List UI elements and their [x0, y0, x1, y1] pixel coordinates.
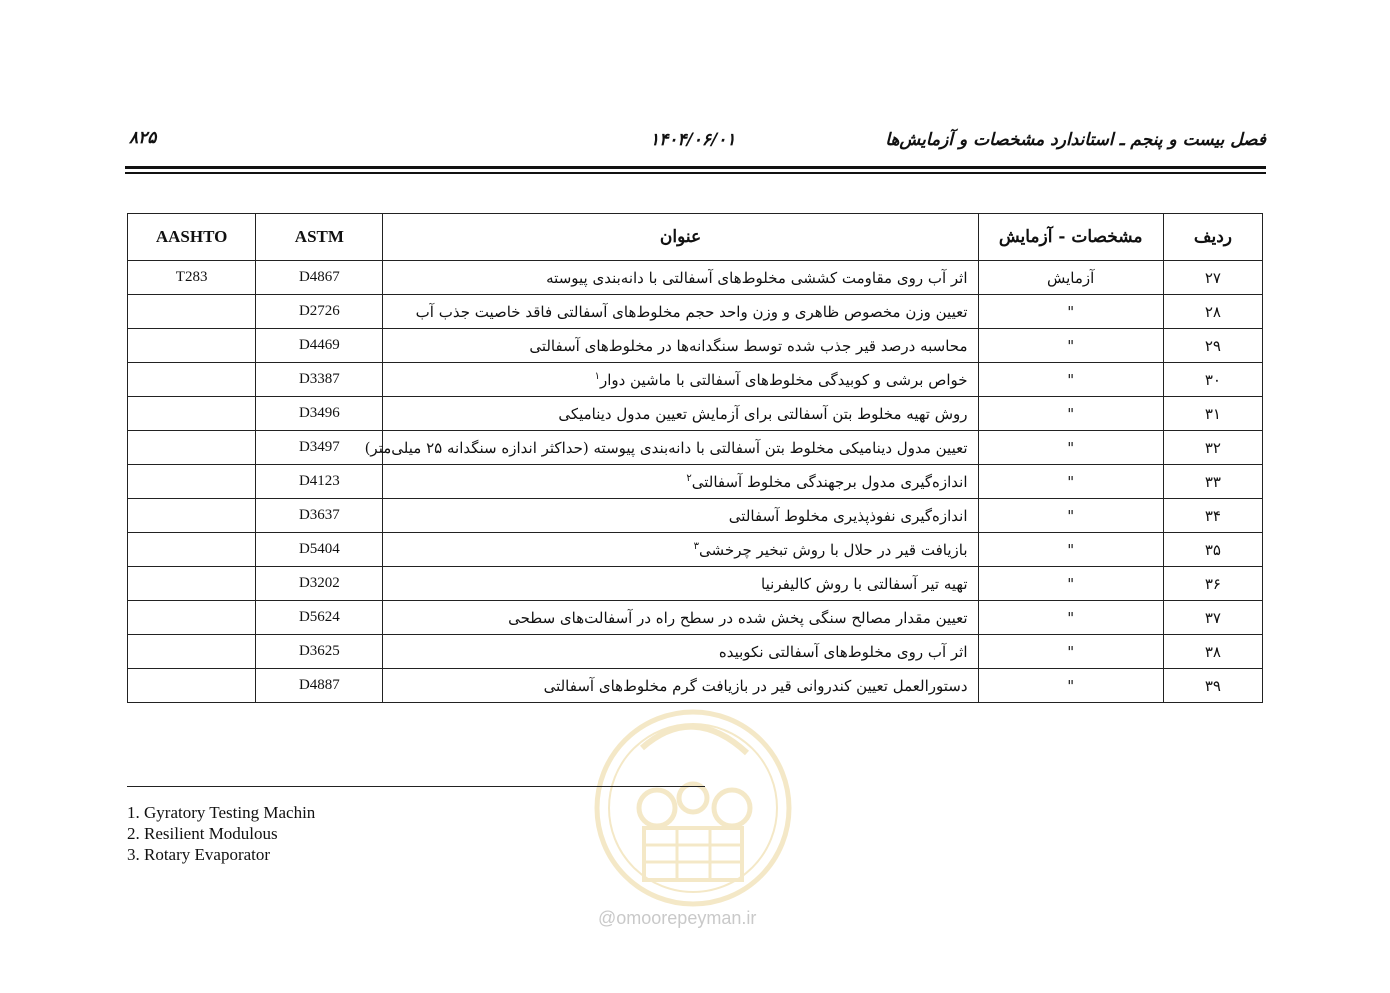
cell-astm-text: D4887: [298, 677, 340, 693]
cell-astm: [256, 363, 383, 397]
cell-astm: [256, 261, 383, 295]
cell-radif: [1163, 261, 1262, 295]
table-row: [128, 601, 1263, 635]
cell-title: [383, 635, 978, 669]
cell-title: [383, 499, 978, 533]
footnote-item: 1. Gyratory Testing Machin: [127, 803, 316, 822]
watermark-text: @omoorepeyman.ir: [598, 908, 757, 928]
cell-title: [383, 295, 978, 329]
cell-radif-text: ۳۱: [1204, 404, 1221, 423]
cell-title-text: روش تهیه مخلوط بتن آسفالتی برای آزمایش تعیین مدول دینامیکی: [558, 404, 968, 423]
cell-radif: [1163, 635, 1262, 669]
cell-aashto: [128, 635, 256, 669]
cell-astm-text: D4469: [298, 337, 340, 353]
cell-title: [383, 601, 978, 635]
cell-radif-text: ۳۰: [1204, 370, 1221, 389]
cell-spec-text: ": [1067, 336, 1075, 355]
cell-spec: [978, 363, 1163, 397]
cell-spec-text: ": [1067, 438, 1075, 457]
cell-title: [383, 465, 978, 499]
footnote-marker: ۲: [686, 472, 692, 484]
cell-astm-text: D3497: [298, 439, 340, 455]
cell-astm-text: D4123: [298, 473, 340, 489]
table-row: [128, 465, 1263, 499]
table-row: [128, 261, 1263, 295]
cell-title: [364, 431, 978, 465]
cell-aashto: [128, 329, 256, 363]
cell-radif: [1163, 397, 1262, 431]
cell-astm: [256, 669, 383, 703]
cell-radif-text: ۳۲: [1204, 438, 1221, 457]
cell-radif-text: ۳۴: [1204, 506, 1221, 525]
watermark-seal: [582, 708, 804, 908]
header-date: ۱۴۰۴/۰۶/۰۱: [650, 130, 736, 150]
cell-radif-text: ۳۵: [1204, 540, 1221, 559]
cell-spec-text: ": [1067, 676, 1075, 695]
cell-spec-text: ": [1067, 608, 1075, 627]
cell-title: [383, 363, 978, 397]
cell-radif: [1163, 567, 1262, 601]
table-row: [128, 635, 1263, 669]
cell-title: [383, 329, 978, 363]
cell-radif: [1163, 499, 1262, 533]
cell-spec: [978, 329, 1163, 363]
cell-aashto: [128, 431, 256, 465]
cell-title-text: خواص برشی و کوبیدگی مخلوط‌های آسفالتی با ماشین دوار: [599, 370, 968, 389]
cell-radif: [1163, 295, 1262, 329]
header-astm: ASTM: [256, 214, 383, 261]
cell-astm: [256, 329, 383, 363]
cell-title-text: تعیین مدول دینامیکی مخلوط بتن آسفالتی با دانه‌بندی پیوسته (حداکثر اندازه سنگدانه ۲۵ میلی‌متر): [364, 438, 968, 457]
watermark-seal-icon: [582, 708, 804, 908]
cell-aashto: [128, 363, 256, 397]
cell-astm: [256, 295, 383, 329]
cell-aashto: [128, 397, 256, 431]
cell-spec-text: ": [1067, 506, 1075, 525]
cell-spec-text: ": [1067, 472, 1075, 491]
cell-spec-text: ": [1067, 540, 1075, 559]
cell-spec: [978, 567, 1163, 601]
page-header: [125, 126, 1266, 158]
footnote-rule: [127, 786, 705, 787]
cell-spec: [978, 601, 1163, 635]
cell-spec: [978, 397, 1163, 431]
cell-radif: [1163, 363, 1262, 397]
cell-spec: [978, 261, 1163, 295]
cell-spec-text: ": [1067, 302, 1075, 321]
cell-astm: [256, 601, 383, 635]
header-radif: ردیف: [1163, 214, 1262, 261]
cell-spec: [978, 295, 1163, 329]
cell-radif-text: ۲۹: [1204, 336, 1221, 355]
cell-aashto: [128, 601, 256, 635]
table-row: [128, 363, 1263, 397]
cell-aashto: [128, 669, 256, 703]
table-row: [128, 329, 1263, 363]
cell-title-text: تعیین مقدار مصالح سنگی پخش شده در سطح راه در آسفالت‌های سطحی: [508, 608, 968, 627]
cell-spec: [978, 499, 1163, 533]
cell-spec: [978, 431, 1163, 465]
footnote-item: 3. Rotary Evaporator: [127, 845, 271, 864]
cell-radif-text: ۲۷: [1204, 268, 1221, 287]
footnote-marker: ۳: [693, 540, 700, 552]
cell-spec: [978, 635, 1163, 669]
cell-aashto: [128, 567, 256, 601]
cell-spec-text: ": [1067, 642, 1075, 661]
cell-astm-text: D5624: [298, 609, 340, 625]
cell-aashto: [128, 261, 256, 295]
cell-radif-text: ۳۸: [1204, 642, 1221, 661]
cell-radif: [1163, 431, 1262, 465]
cell-aashto: [128, 533, 256, 567]
cell-astm: [256, 499, 383, 533]
cell-radif-text: ۲۸: [1204, 302, 1221, 321]
cell-radif: [1163, 601, 1262, 635]
cell-astm-text: D3496: [298, 405, 340, 421]
cell-title: [383, 669, 978, 703]
cell-astm-text: D3387: [298, 371, 340, 387]
cell-title-text: اندازه‌گیری مدول برجهندگی مخلوط آسفالتی: [691, 472, 968, 491]
cell-title-text: اندازه‌گیری نفوذپذیری مخلوط آسفالتی: [728, 506, 968, 525]
cell-radif: [1163, 669, 1262, 703]
cell-aashto: [128, 499, 256, 533]
cell-astm: [256, 465, 383, 499]
cell-spec: [978, 465, 1163, 499]
table-row: [128, 567, 1263, 601]
cell-astm-text: D3625: [298, 643, 340, 659]
chapter-title: فصل بیست و پنجم ـ استاندارد مشخصات و آزمایش‌ها: [885, 130, 1266, 150]
cell-title-text: تهیه تیر آسفالتی با روش کالیفرنیا: [761, 574, 968, 593]
cell-spec: [978, 669, 1163, 703]
cell-astm: [256, 635, 383, 669]
footnote-marker: ۱: [594, 370, 600, 382]
cell-title-text: بازیافت قیر در حلال با روش تبخیر چرخشی: [699, 540, 968, 559]
cell-title: [383, 533, 978, 567]
cell-astm-text: D5404: [298, 541, 340, 557]
footnotes: [127, 802, 315, 865]
cell-title-text: دستورالعمل تعیین کندروانی قیر در بازیافت گرم مخلوط‌های آسفالتی: [543, 676, 968, 695]
table-row: [128, 397, 1263, 431]
table-row: [128, 533, 1263, 567]
cell-spec-text: ": [1067, 370, 1075, 389]
header-aashto: AASHTO: [128, 214, 256, 261]
table-row: [128, 669, 1263, 703]
table-row: [128, 295, 1263, 329]
cell-title-text: تعیین وزن مخصوص ظاهری و وزن واحد حجم مخلوط‌های آسفالتی فاقد خاصیت جذب آب: [415, 302, 968, 321]
cell-title: [383, 261, 978, 295]
page-number: ۸۲۵: [129, 128, 157, 148]
cell-title-text: اثر آب روی مخلوط‌های آسفالتی نکوبیده: [718, 642, 968, 661]
table-row: [128, 431, 1263, 465]
standards-table: [127, 213, 1263, 703]
cell-astm-text: D3637: [298, 507, 340, 523]
table-row: [128, 499, 1263, 533]
cell-radif-text: ۳۹: [1204, 676, 1221, 695]
cell-astm-text: D4867: [298, 269, 340, 285]
cell-astm-text: D3202: [298, 575, 340, 591]
cell-radif-text: ۳۳: [1204, 472, 1221, 491]
cell-title: [383, 397, 978, 431]
cell-radif: [1163, 533, 1262, 567]
table-body: [128, 261, 1263, 703]
cell-title-text: اثر آب روی مقاومت کششی مخلوط‌های آسفالتی با دانه‌بندی پیوسته: [546, 268, 968, 287]
cell-spec-text: ": [1067, 404, 1075, 423]
cell-spec: [978, 533, 1163, 567]
cell-astm: [256, 533, 383, 567]
cell-astm: [256, 397, 383, 431]
cell-title-text: محاسبه درصد قیر جذب شده توسط سنگدانه‌ها در مخلوط‌های آسفالتی: [529, 336, 968, 355]
table-header-row: [128, 214, 1263, 261]
cell-spec-text: آزمایش: [1047, 268, 1095, 287]
cell-astm: [256, 567, 383, 601]
cell-radif: [1163, 465, 1262, 499]
header-spec: مشخصات - آزمایش: [978, 214, 1163, 261]
cell-spec-text: ": [1067, 574, 1075, 593]
cell-title: [383, 567, 978, 601]
cell-radif: [1163, 329, 1262, 363]
cell-aashto: [128, 295, 256, 329]
cell-aashto: [128, 465, 256, 499]
cell-aashto-text: T283: [175, 269, 208, 285]
header-rule-thin: [125, 172, 1266, 174]
cell-radif-text: ۳۷: [1204, 608, 1221, 627]
cell-radif-text: ۳۶: [1204, 574, 1221, 593]
footnote-item: 2. Resilient Modulous: [127, 824, 278, 843]
cell-astm-text: D2726: [298, 303, 340, 319]
header-title: عنوان: [383, 214, 978, 261]
header-rule-thick: [125, 166, 1266, 169]
